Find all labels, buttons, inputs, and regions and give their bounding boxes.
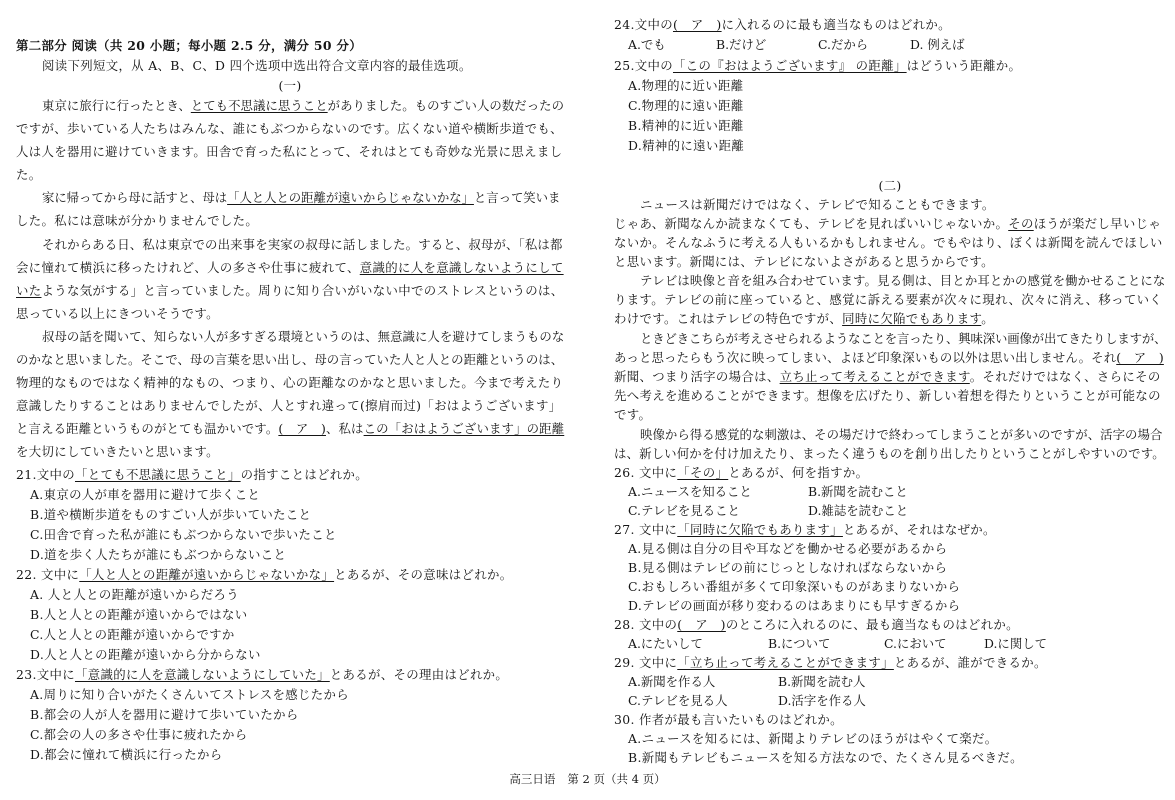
- question-stem: 21.文中の「とても不思議に思うこと」の指すことはどれか。: [16, 467, 369, 482]
- option-c: C.田舎で育った私が誰にもぶつからないで歩いたこと: [30, 527, 337, 542]
- option-a: A.東京の人が車を器用に避けて歩くこと: [30, 487, 261, 502]
- passage-2-paragraph-1: ニュースは新聞だけではなく、テレビで知ることもできます。: [640, 197, 995, 212]
- question-stem: 23.文中に「意識的に人を意識しないようにしていた」とあるが、その理由はどれか。: [16, 667, 509, 682]
- question-stem: 26. 文中に「その」とあるが、何を指すか。: [614, 465, 869, 480]
- option-a: A.物理的に近い距離: [628, 78, 744, 93]
- option-c: C.物理的に遠い距離: [628, 98, 744, 113]
- option-d: D. 例えば: [910, 37, 965, 52]
- option-d: D.に関して: [984, 636, 1047, 651]
- option-c: C.テレビを見る人: [628, 693, 728, 708]
- option-c: C.において: [884, 636, 947, 651]
- option-d: D.雑誌を読むこと: [808, 503, 909, 518]
- question-stem: 22. 文中に「人と人との距離が遠いからじゃないかな」とあるが、その意味はどれか。: [16, 567, 513, 582]
- section-title: 第二部分 阅读（共 20 小题；每小题 2.5 分，满分 50 分）: [16, 38, 362, 53]
- option-b: B.新聞もテレビもニュースを知る方法なので、たくさん見るべきだ。: [628, 750, 1023, 765]
- option-d: D.活字を作る人: [778, 693, 866, 708]
- option-row: [628, 693, 866, 709]
- option-b: B.見る側はテレビの前にじっとしなければならないから: [628, 560, 948, 575]
- blank-a: ( ア ): [1116, 350, 1164, 365]
- option-b: B.新聞を読むこと: [808, 484, 908, 499]
- option-b: B.都会の人が人を器用に避けて歩いていたから: [30, 707, 299, 722]
- blank-a: ( ア ): [278, 421, 326, 436]
- option-b: B.道や横断歩道をものすごい人が歩いていたこと: [30, 507, 312, 522]
- option-a: A.でも: [628, 37, 666, 52]
- option-b: B.人と人との距離が遠いからではない: [30, 607, 248, 622]
- question-stem: 29. 文中に「立ち止って考えることができます」とあるが、誰ができるか。: [614, 655, 1047, 670]
- passage-number-1: (一): [278, 78, 302, 93]
- option-b: B.だけど: [716, 37, 767, 52]
- passage-number-2: (二): [878, 178, 902, 193]
- question-stem: 24.文中の( ア )に入れるのに最も適当なものはどれか。: [614, 17, 951, 32]
- option-c: C.人と人との距離が遠いからですか: [30, 627, 235, 642]
- option-row: [628, 503, 908, 519]
- option-b: B.精神的に近い距離: [628, 118, 744, 133]
- option-c: C.都会の人の多さや仕事に疲れたから: [30, 727, 248, 742]
- option-a: A.周りに知り合いがたくさんいてストレスを感じたから: [30, 687, 349, 702]
- option-a: A.にたいして: [628, 636, 703, 651]
- footer-subject: 高三日语: [509, 772, 556, 786]
- option-b: B.について: [768, 636, 831, 651]
- question-stem: 25.文中の「この『おはようございます』 の距離」はどういう距離か。: [614, 58, 1022, 73]
- instruction: 阅读下列短文，从 A、B、C、D 四个选项中选出符合文章内容的最佳选项。: [42, 58, 472, 73]
- question-stem: 27. 文中に「同時に欠陥でもあります」とあるが、それはなぜか。: [614, 522, 996, 537]
- footer-page-number: 第 2 页（共 4 页）: [567, 772, 666, 786]
- option-a: A. 人と人との距離が遠いからだろう: [30, 587, 239, 602]
- option-d: D.道を歩く人たちが誰にもぶつからないこと: [30, 547, 287, 562]
- option-d: D.精神的に遠い距離: [628, 138, 745, 153]
- question-stem: 30. 作者が最も言いたいものはどれか。: [614, 712, 843, 727]
- option-d: D.都会に憧れて横浜に行ったから: [30, 747, 223, 762]
- option-b: B.新聞を読む人: [778, 674, 866, 689]
- page-footer: [0, 772, 1175, 786]
- option-d: D.テレビの画面が移り変わるのはあまりにも早すぎるから: [628, 598, 961, 613]
- option-c: C.テレビを見ること: [628, 503, 740, 518]
- question-stem: 28. 文中の( ア )のところに入れるのに、最も適当なものはどれか。: [614, 617, 1019, 632]
- option-row: [628, 674, 865, 690]
- option-row: [628, 37, 965, 53]
- option-a: A.ニュースを知るには、新聞よりテレビのほうがはやくて楽だ。: [628, 731, 998, 746]
- option-a: A.新聞を作る人: [628, 674, 716, 689]
- option-a: A.見る側は自分の目や耳などを働かせる必要があるから: [628, 541, 948, 556]
- option-row: [628, 636, 1047, 652]
- option-c: C.おもしろい番組が多くて印象深いものがあまりないから: [628, 579, 961, 594]
- option-row: [628, 484, 908, 500]
- option-a: A.ニュースを知ること: [628, 484, 752, 499]
- option-c: C.だから: [818, 37, 869, 52]
- option-d: D.人と人との距離が遠いから分からない: [30, 647, 261, 662]
